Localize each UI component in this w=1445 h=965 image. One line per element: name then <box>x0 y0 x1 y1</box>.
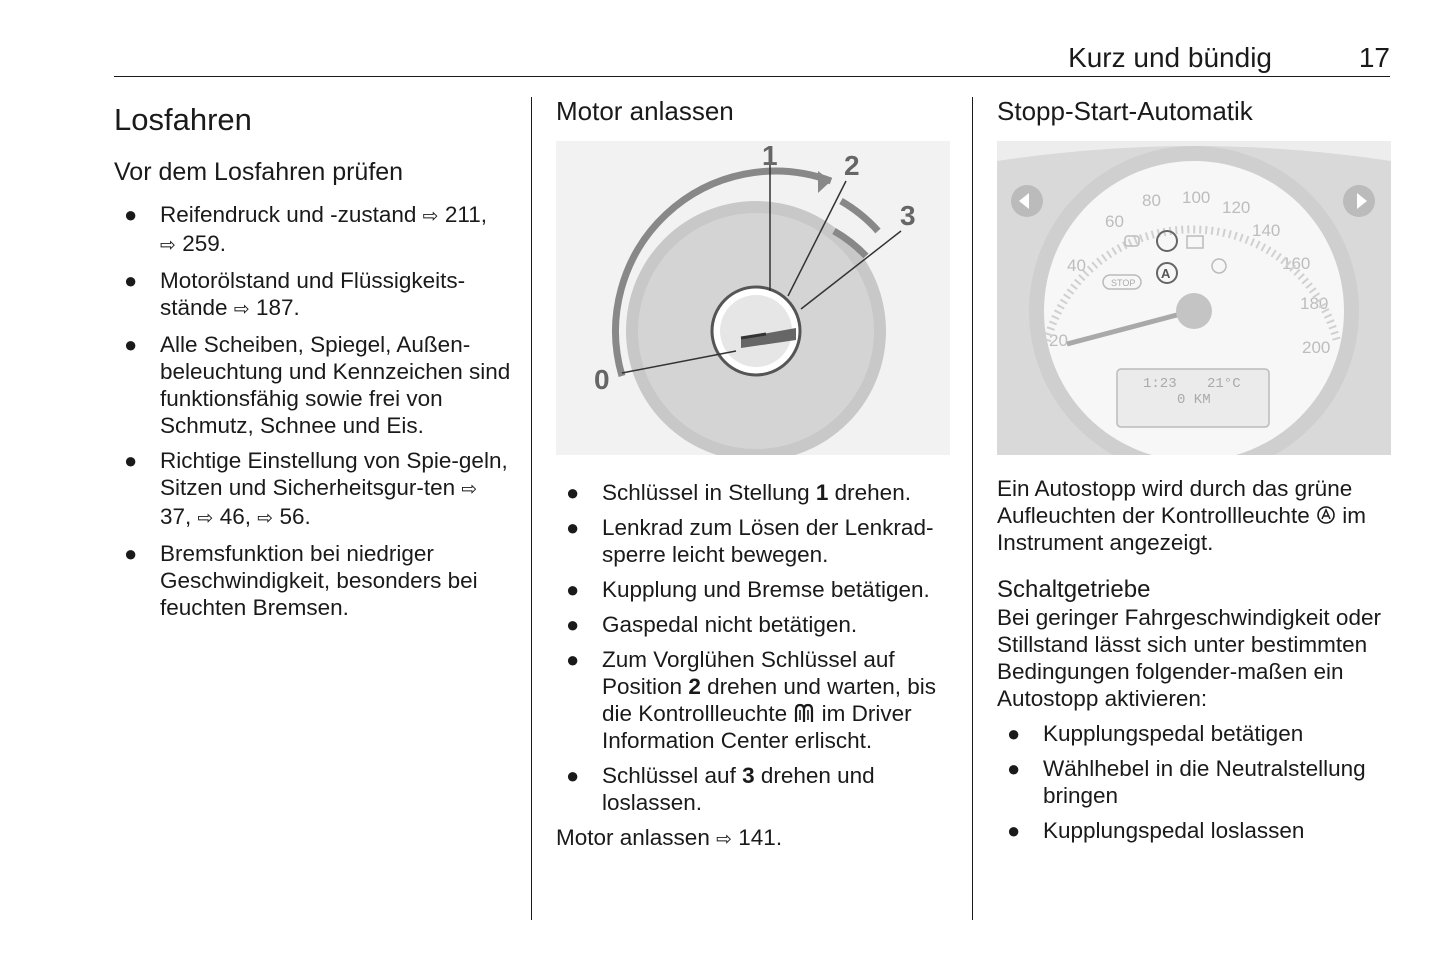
bullet-icon: ● <box>124 448 138 473</box>
list-item: ● Kupplung und Bremse betätigen. <box>566 577 930 602</box>
list-item: ● Schlüssel in Stellung 1 drehen. <box>566 480 911 505</box>
page-reference[interactable]: 37 <box>160 504 186 529</box>
page-reference[interactable]: 211 <box>444 202 481 227</box>
speed-label: 60 <box>1105 212 1124 231</box>
reference-arrow-icon: ⇨ <box>716 829 733 850</box>
bullet-icon: ● <box>124 541 138 566</box>
speed-label: 140 <box>1252 221 1281 240</box>
bullet-icon: ● <box>1007 818 1021 843</box>
column-divider <box>531 97 532 920</box>
display-temperature: 21°C <box>1207 376 1241 392</box>
reference-arrow-icon: ⇨ <box>257 508 274 529</box>
bullet-icon: ● <box>566 647 580 672</box>
section-title: Motor anlassen <box>556 96 734 126</box>
list-item: ● Reifendruck und -zustand ⇨ 211, ⇨ 259. <box>124 202 487 256</box>
bullet-icon: ● <box>566 763 580 788</box>
section-title: Stopp-Start-Automatik <box>997 96 1253 126</box>
bullet-icon: ● <box>566 515 580 540</box>
reference-arrow-icon: ⇨ <box>197 508 214 529</box>
page-number: 17 <box>1358 42 1390 73</box>
reference-arrow-icon: ⇨ <box>422 206 439 227</box>
autostop-indicator-icon <box>1316 505 1336 525</box>
bullet-icon: ● <box>566 612 580 637</box>
start-steps-list <box>556 479 956 816</box>
display-odometer: 0 KM <box>1177 392 1211 408</box>
glow-plug-icon <box>793 702 815 724</box>
reference-arrow-icon: ⇨ <box>233 299 250 320</box>
display-time: 1:23 <box>1143 376 1177 392</box>
list-item: ● Wählhebel in die Neutralstellung bringen <box>1007 756 1366 808</box>
autostop-symbol: A <box>1161 266 1171 281</box>
checklist <box>114 201 514 621</box>
column-losfahren <box>114 96 514 629</box>
manual-transmission-description: Bei geringer Fahrgeschwindigkeit oder Stillstand lässt sich unter bestimmten Bedingungen folgender-maßen ein Autostopp aktivieren: <box>997 605 1381 711</box>
list-item: ● Bremsfunktion bei niedriger Geschwindigkeit, besonders bei feuchten Bremsen. <box>124 541 478 620</box>
position-label-3: 3 <box>900 200 916 231</box>
position-label-0: 0 <box>594 364 610 395</box>
page-reference[interactable]: 56 <box>279 504 305 529</box>
page-reference[interactable]: 141 <box>738 825 776 850</box>
ignition-switch-figure <box>556 141 950 455</box>
speed-label: 40 <box>1067 256 1086 275</box>
list-item: ● Kupplungspedal betätigen <box>1007 721 1304 746</box>
speed-label: 20 <box>1049 331 1068 350</box>
speed-label: 120 <box>1222 198 1251 217</box>
page-reference[interactable]: 46 <box>219 504 245 529</box>
bullet-icon: ● <box>566 480 580 505</box>
speed-label: 80 <box>1142 191 1161 210</box>
page-reference[interactable]: 187 <box>256 295 294 320</box>
bullet-icon: ● <box>124 202 138 227</box>
column-stopp-start <box>997 96 1397 852</box>
needle-hub <box>1176 293 1212 329</box>
position-label-1: 1 <box>762 141 778 171</box>
speed-label: 200 <box>1302 338 1331 357</box>
autostop-steps-list <box>997 720 1397 844</box>
bullet-icon: ● <box>124 268 138 293</box>
speed-label: 160 <box>1282 254 1311 273</box>
list-item: ● Gaspedal nicht betätigen. <box>566 612 858 637</box>
list-item: ● Schlüssel auf 3 drehen und loslassen. <box>566 763 875 815</box>
header-title: Kurz und bündig <box>1068 42 1272 73</box>
bullet-icon: ● <box>1007 721 1021 746</box>
position-label-2: 2 <box>844 150 860 181</box>
list-item: ● Motorölstand und Flüssigkeits- stände ⇨ 187. <box>124 268 466 320</box>
list-item: ● Richtige Einstellung von Spie-geln, Sitzen und Sicherheitsgur-ten ⇨ 37, ⇨ 46, ⇨ 56. <box>124 448 508 529</box>
reference-arrow-icon: ⇨ <box>160 235 176 256</box>
subsection-heading: Schaltgetriebe <box>997 576 1151 603</box>
section-title: Losfahren <box>114 102 252 137</box>
autostop-description: Ein Autostopp wird durch das grüne Aufleuchten der Kontrollleuchte im Instrument angezeigt. <box>997 476 1366 555</box>
list-item: ● Alle Scheiben, Spiegel, Außen-beleuchtung und Kennzeichen sind funktionsfähig sowie frei von Schmutz, Schnee und Eis. <box>124 332 511 438</box>
speed-label: 100 <box>1182 188 1211 207</box>
bullet-icon: ● <box>124 332 138 357</box>
bullet-icon: ● <box>1007 756 1021 781</box>
page-header <box>114 40 1390 77</box>
cross-reference: Motor anlassen ⇨ 141. <box>556 825 783 850</box>
instrument-cluster-figure <box>997 141 1391 455</box>
page-reference[interactable]: 259 <box>182 231 220 256</box>
column-divider <box>972 97 973 920</box>
list-item: ● Lenkrad zum Lösen der Lenkrad-sperre leicht bewegen. <box>566 515 934 567</box>
reference-arrow-icon: ⇨ <box>461 479 478 500</box>
list-item: ● Zum Vorglühen Schlüssel auf Position 2 drehen und warten, bis die Kontrollleuchte im Driver Information Center erlischt. <box>566 647 936 753</box>
bullet-icon: ● <box>566 577 580 602</box>
stop-indicator-label: STOP <box>1111 278 1136 288</box>
speed-label: 180 <box>1300 294 1329 313</box>
section-subtitle: Vor dem Losfahren prüfen <box>114 158 404 186</box>
column-motor-anlassen <box>556 96 956 853</box>
list-item: ● Kupplungspedal loslassen <box>1007 818 1305 843</box>
